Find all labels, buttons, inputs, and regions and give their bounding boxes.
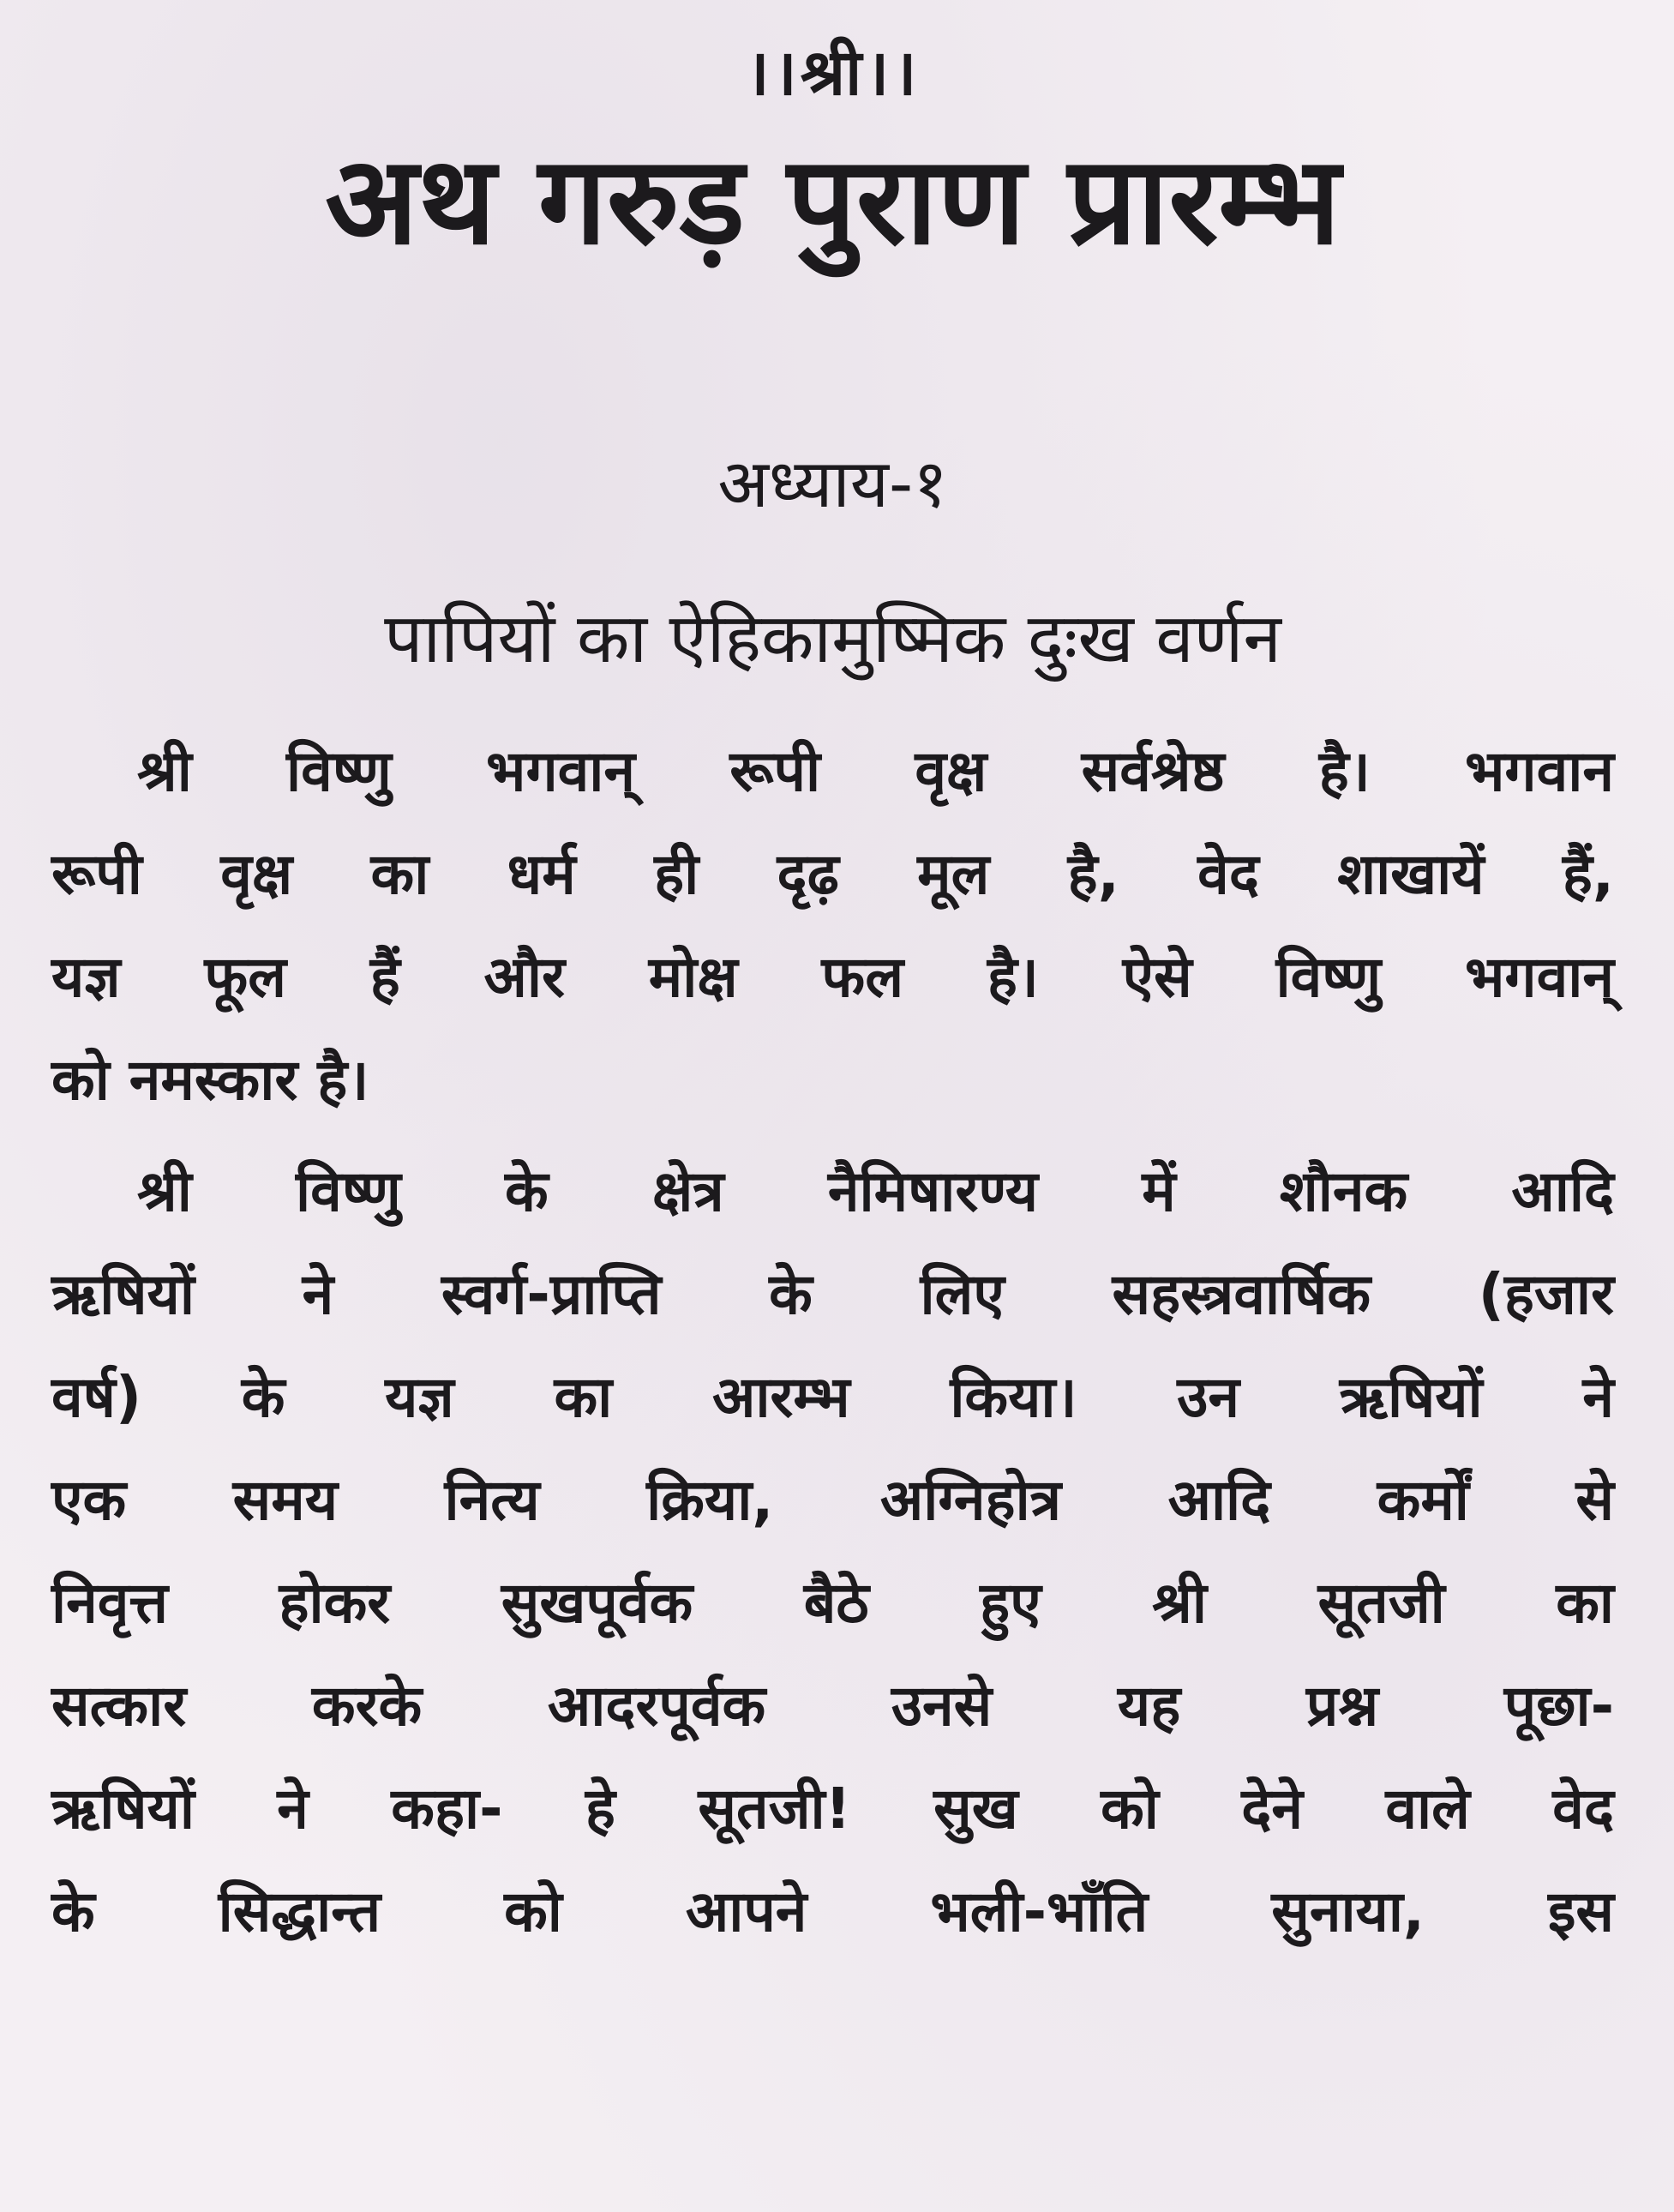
text-line: सत्कार करके आदरपूर्वक उनसे यह प्रश्न पूछा-: [51, 1673, 1614, 1739]
text-line: श्री विष्णु के क्षेत्र नैमिषारण्य में शौनक आदि: [137, 1158, 1614, 1224]
invocation-mark: ।।श्री।।: [745, 36, 921, 110]
chapter-heading: अध्याय-१: [717, 446, 948, 523]
text-line: एक समय नित्य क्रिया, अग्निहोत्र आदि कर्मों से: [51, 1467, 1614, 1533]
text-line: ऋषियों ने स्वर्ग-प्राप्ति के लिए सहस्त्रवार्षिक (हजार: [51, 1261, 1614, 1327]
body-text: [51, 720, 1614, 1963]
text-line: के सिद्धान्त को आपने भली-भाँति सुनाया, इस: [51, 1878, 1614, 1945]
paragraph-2: [51, 1140, 1614, 1963]
page-title: अथ गरुड़ पुराण प्रारम्भ: [325, 130, 1341, 272]
text-line: निवृत्त होकर सुखपूर्वक बैठे हुए श्री सूतजी का: [51, 1570, 1614, 1636]
text-line: वर्ष) के यज्ञ का आरम्भ किया। उन ऋषियों ने: [51, 1364, 1614, 1430]
text-line: श्री विष्णु भगवान् रूपी वृक्ष सर्वश्रेष्ठ है। भगवान: [137, 738, 1614, 804]
text-line: रूपी वृक्ष का धर्म ही दृढ़ मूल है, वेद शाखायें हैं,: [51, 841, 1614, 907]
text-line: यज्ञ फूल हैं और मोक्ष फल है। ऐसे विष्णु भगवान्: [51, 944, 1614, 1010]
section-subtitle: पापियों का ऐहिकामुष्मिक दुःख वर्णन: [384, 598, 1281, 678]
paragraph-1: [51, 720, 1614, 1132]
text-line: को नमस्कार है।: [51, 1047, 369, 1113]
text-line: ऋषियों ने कहा- हे सूतजी! सुख को देने वाले वेद: [51, 1776, 1614, 1842]
